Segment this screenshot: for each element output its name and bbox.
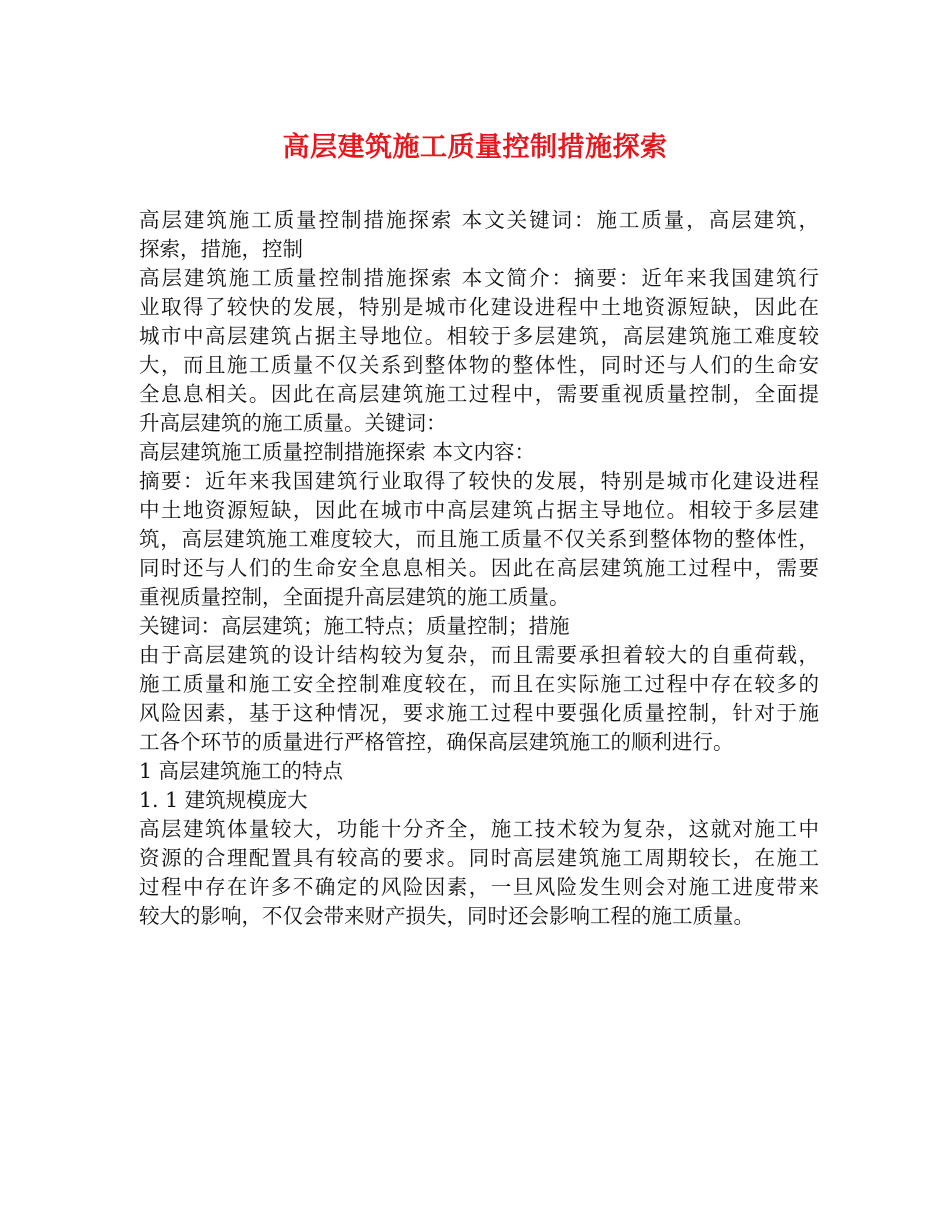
text-line: 由于高层建筑的设计结构较为复杂，而且需要承担着较大的自重荷载，	[139, 643, 819, 667]
text-line: 摘要：近年来我国建筑行业取得了较快的发展，特别是城市化建设进程	[139, 469, 819, 493]
document-title: 高层建筑施工质量控制措施探索	[282, 132, 668, 163]
text-line: 业取得了较快的发展，特别是城市化建设进程中土地资源短缺，因此在	[139, 295, 819, 319]
text-line: 高层建筑施工质量控制措施探索 本文内容：	[139, 440, 536, 464]
document-body	[139, 206, 819, 931]
text-line: 中土地资源短缺，因此在城市中高层建筑占据主导地位。相较于多层建	[139, 498, 819, 522]
text-line: 施工质量和施工安全控制难度较在，而且在实际施工过程中存在较多的	[139, 672, 819, 696]
text-line: 同时还与人们的生命安全息息相关。因此在高层建筑施工过程中，需要	[139, 556, 819, 580]
text-line: 重视质量控制，全面提升高层建筑的施工质量。	[139, 585, 570, 609]
text-line: 筑，高层建筑施工难度较大，而且施工质量不仅关系到整体物的整体性，	[139, 527, 819, 551]
text-line: 过程中存在许多不确定的风险因素，一旦风险发生则会对施工进度带来	[139, 875, 819, 899]
text-line: 关键词：高层建筑；施工特点；质量控制；措施	[139, 614, 570, 638]
text-line: 高层建筑施工质量控制措施探索 本文简介：摘要：近年来我国建筑行	[139, 266, 819, 290]
text-line: 探索，措施，控制	[139, 237, 303, 261]
text-line: 高层建筑施工质量控制措施探索 本文关键词：施工质量，高层建筑，	[139, 208, 819, 232]
text-line: 风险因素，基于这种情况，要求施工过程中要强化质量控制，针对于施	[139, 701, 819, 725]
text-line: 高层建筑体量较大，功能十分齐全，施工技术较为复杂，这就对施工中	[139, 817, 819, 841]
text-line: 城市中高层建筑占据主导地位。相较于多层建筑，高层建筑施工难度较	[139, 324, 819, 348]
text-line: 全息息相关。因此在高层建筑施工过程中，需要重视质量控制，全面提	[139, 382, 819, 406]
text-line: 大，而且施工质量不仅关系到整体物的整体性，同时还与人们的生命安	[139, 353, 819, 377]
section-heading: 1 高层建筑施工的特点	[139, 759, 344, 783]
text-line: 资源的合理配置具有较高的要求。同时高层建筑施工周期较长，在施工	[139, 846, 819, 870]
text-line: 升高层建筑的施工质量。关键词：	[139, 411, 447, 435]
subsection-heading: 1. 1 建筑规模庞大	[139, 788, 308, 812]
text-line: 工各个环节的质量进行严格管控，确保高层建筑施工的顺利进行。	[139, 730, 734, 754]
text-line: 较大的影响，不仅会带来财产损失，同时还会影响工程的施工质量。	[139, 904, 754, 928]
